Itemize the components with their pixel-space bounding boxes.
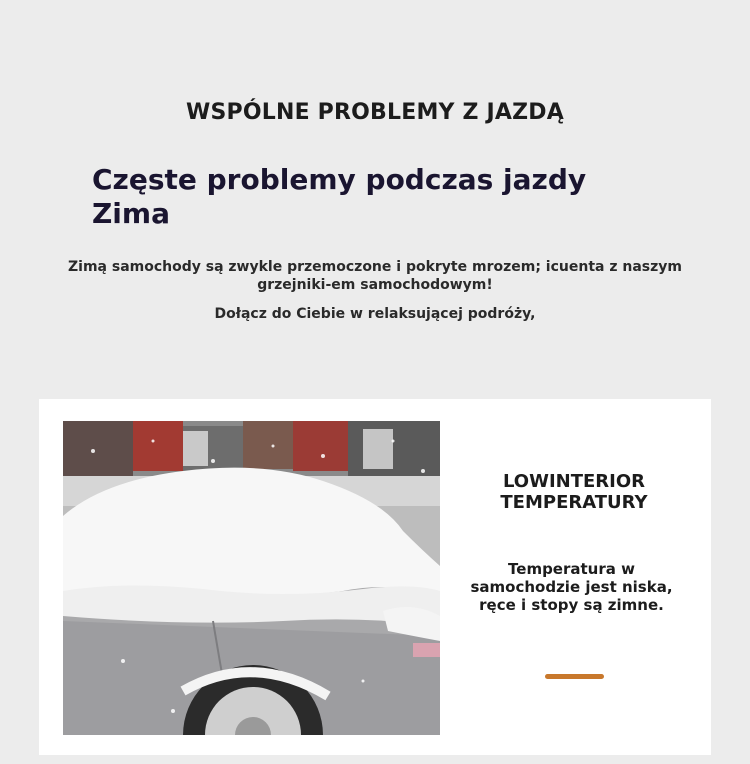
section-title: WSPÓLNE PROBLEMY Z JAZDĄ xyxy=(186,100,564,125)
intro-description: Zimą samochody są zwykle przemoczone i pokryte mrozem; icuenta z naszym grzejniki-em samochodowym! xyxy=(68,259,682,293)
headline-line1: Częste problemy podczas jazdy xyxy=(92,163,587,196)
intro-tagline: Dołącz do Ciebie w relaksującej podróży, xyxy=(214,306,536,322)
headline-line2: Zima xyxy=(92,197,170,230)
headline xyxy=(92,163,586,231)
card-title: LOWINTERIOR TEMPERATURY xyxy=(500,471,648,513)
accent-bar xyxy=(545,674,604,679)
card-text: Temperatura w samochodzie jest niska, ręce i stopy są zimne. xyxy=(470,560,673,614)
problem-card xyxy=(39,399,711,755)
snow-covered-car-image xyxy=(63,421,440,735)
